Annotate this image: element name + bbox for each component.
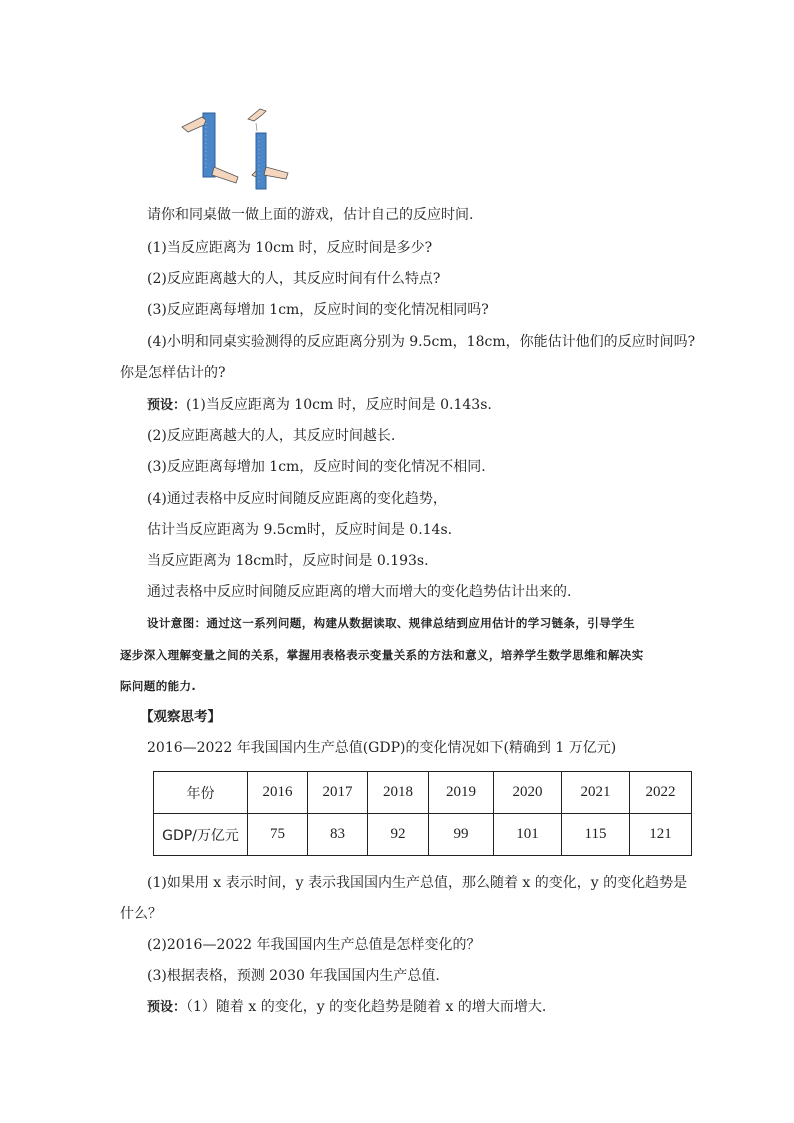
design-note-line-2: 逐步深入理解变量之间的关系，掌握用表格表示变量关系的方法和意义，培养学生数学思维和解决实 [120,648,644,662]
observe-question-3: (3)根据表格，预测 2030 年我国国内生产总值. [147,968,440,984]
table-row [154,814,692,856]
observe-question-1-continued: 什么？ [120,906,162,922]
answer-3: (3)反应距离每增加 1cm，反应时间的变化情况不相同. [147,459,486,475]
gdp-value-cell: 92 [368,814,429,856]
observe-question-2: (2)2016—2022 年我国国内生产总值是怎样变化的？ [147,937,481,953]
table-header-year: 年份 [154,772,248,814]
year-cell: 2018 [368,772,429,814]
year-cell: 2019 [429,772,494,814]
gdp-table [153,771,692,856]
gdp-value-cell: 121 [630,814,692,856]
year-cell: 2017 [308,772,368,814]
answer-6: 当反应距离为 18cm时，反应时间是 0.193s. [147,553,429,569]
intro-text: 请你和同桌做一做上面的游戏，估计自己的反应时间. [147,207,474,223]
table-row [154,772,692,814]
table-caption: 2016—2022 年我国国内生产总值(GDP)的变化情况如下(精确到 1 万亿元) [147,740,617,756]
question-4: (4)小明和同桌实验测得的反应距离分别为 9.5cm，18cm，你能估计他们的反应时间吗? [147,334,696,350]
year-cell: 2021 [562,772,630,814]
question-1: (1)当反应距离为 10cm 时，反应时间是多少? [147,240,433,256]
ruler-held-icon [182,113,238,183]
observe-question-1: (1)如果用 x 表示时间，y 表示我国国内生产总值，那么随着 x 的变化，y 的变化趋势是 [147,875,688,891]
gdp-value-cell: 75 [248,814,308,856]
table-header-gdp: GDP/万亿元 [154,814,248,856]
ruler-caught-icon [248,109,288,189]
year-cell: 2016 [248,772,308,814]
preset-label: 预设： [147,1000,187,1015]
question-3: (3)反应距离每增加 1cm，反应时间的变化情况相同吗? [147,302,489,318]
gdp-value-cell: 83 [308,814,368,856]
preset-label: 预设： [147,398,187,413]
gdp-value-cell: 115 [562,814,630,856]
design-note-line-1: 设计意图：通过这一系列问题，构建从数据读取、规律总结到应用估计的学习链条，引导学生 [147,616,635,630]
year-cell: 2020 [494,772,562,814]
observe-answer-1: 预设：（1）随着 x 的变化，y 的变化趋势是随着 x 的增大而增大. [147,999,547,1015]
answer-4: (4)通过表格中反应时间随反应距离的变化趋势， [147,491,447,507]
answer-1: 预设：(1)当反应距离为 10cm 时，反应时间是 0.143s. [147,397,492,413]
answer-2: (2)反应距离越大的人，其反应时间越长. [147,428,396,444]
design-note-line-3: 际问题的能力. [120,679,197,693]
section-heading: 【观察思考】 [140,709,221,725]
gdp-value-cell: 101 [494,814,562,856]
answer-5: 估计当反应距离为 9.5cm时，反应时间是 0.14s. [147,522,453,538]
year-cell: 2022 [630,772,692,814]
question-4-continued: 你是怎样估计的? [120,365,226,381]
answer-7: 通过表格中反应时间随反应距离的增大而增大的变化趋势估计出来的. [147,584,572,600]
question-2: (2)反应距离越大的人，其反应时间有什么特点? [147,271,441,287]
ruler-drop-illustration [180,105,295,193]
gdp-value-cell: 99 [429,814,494,856]
